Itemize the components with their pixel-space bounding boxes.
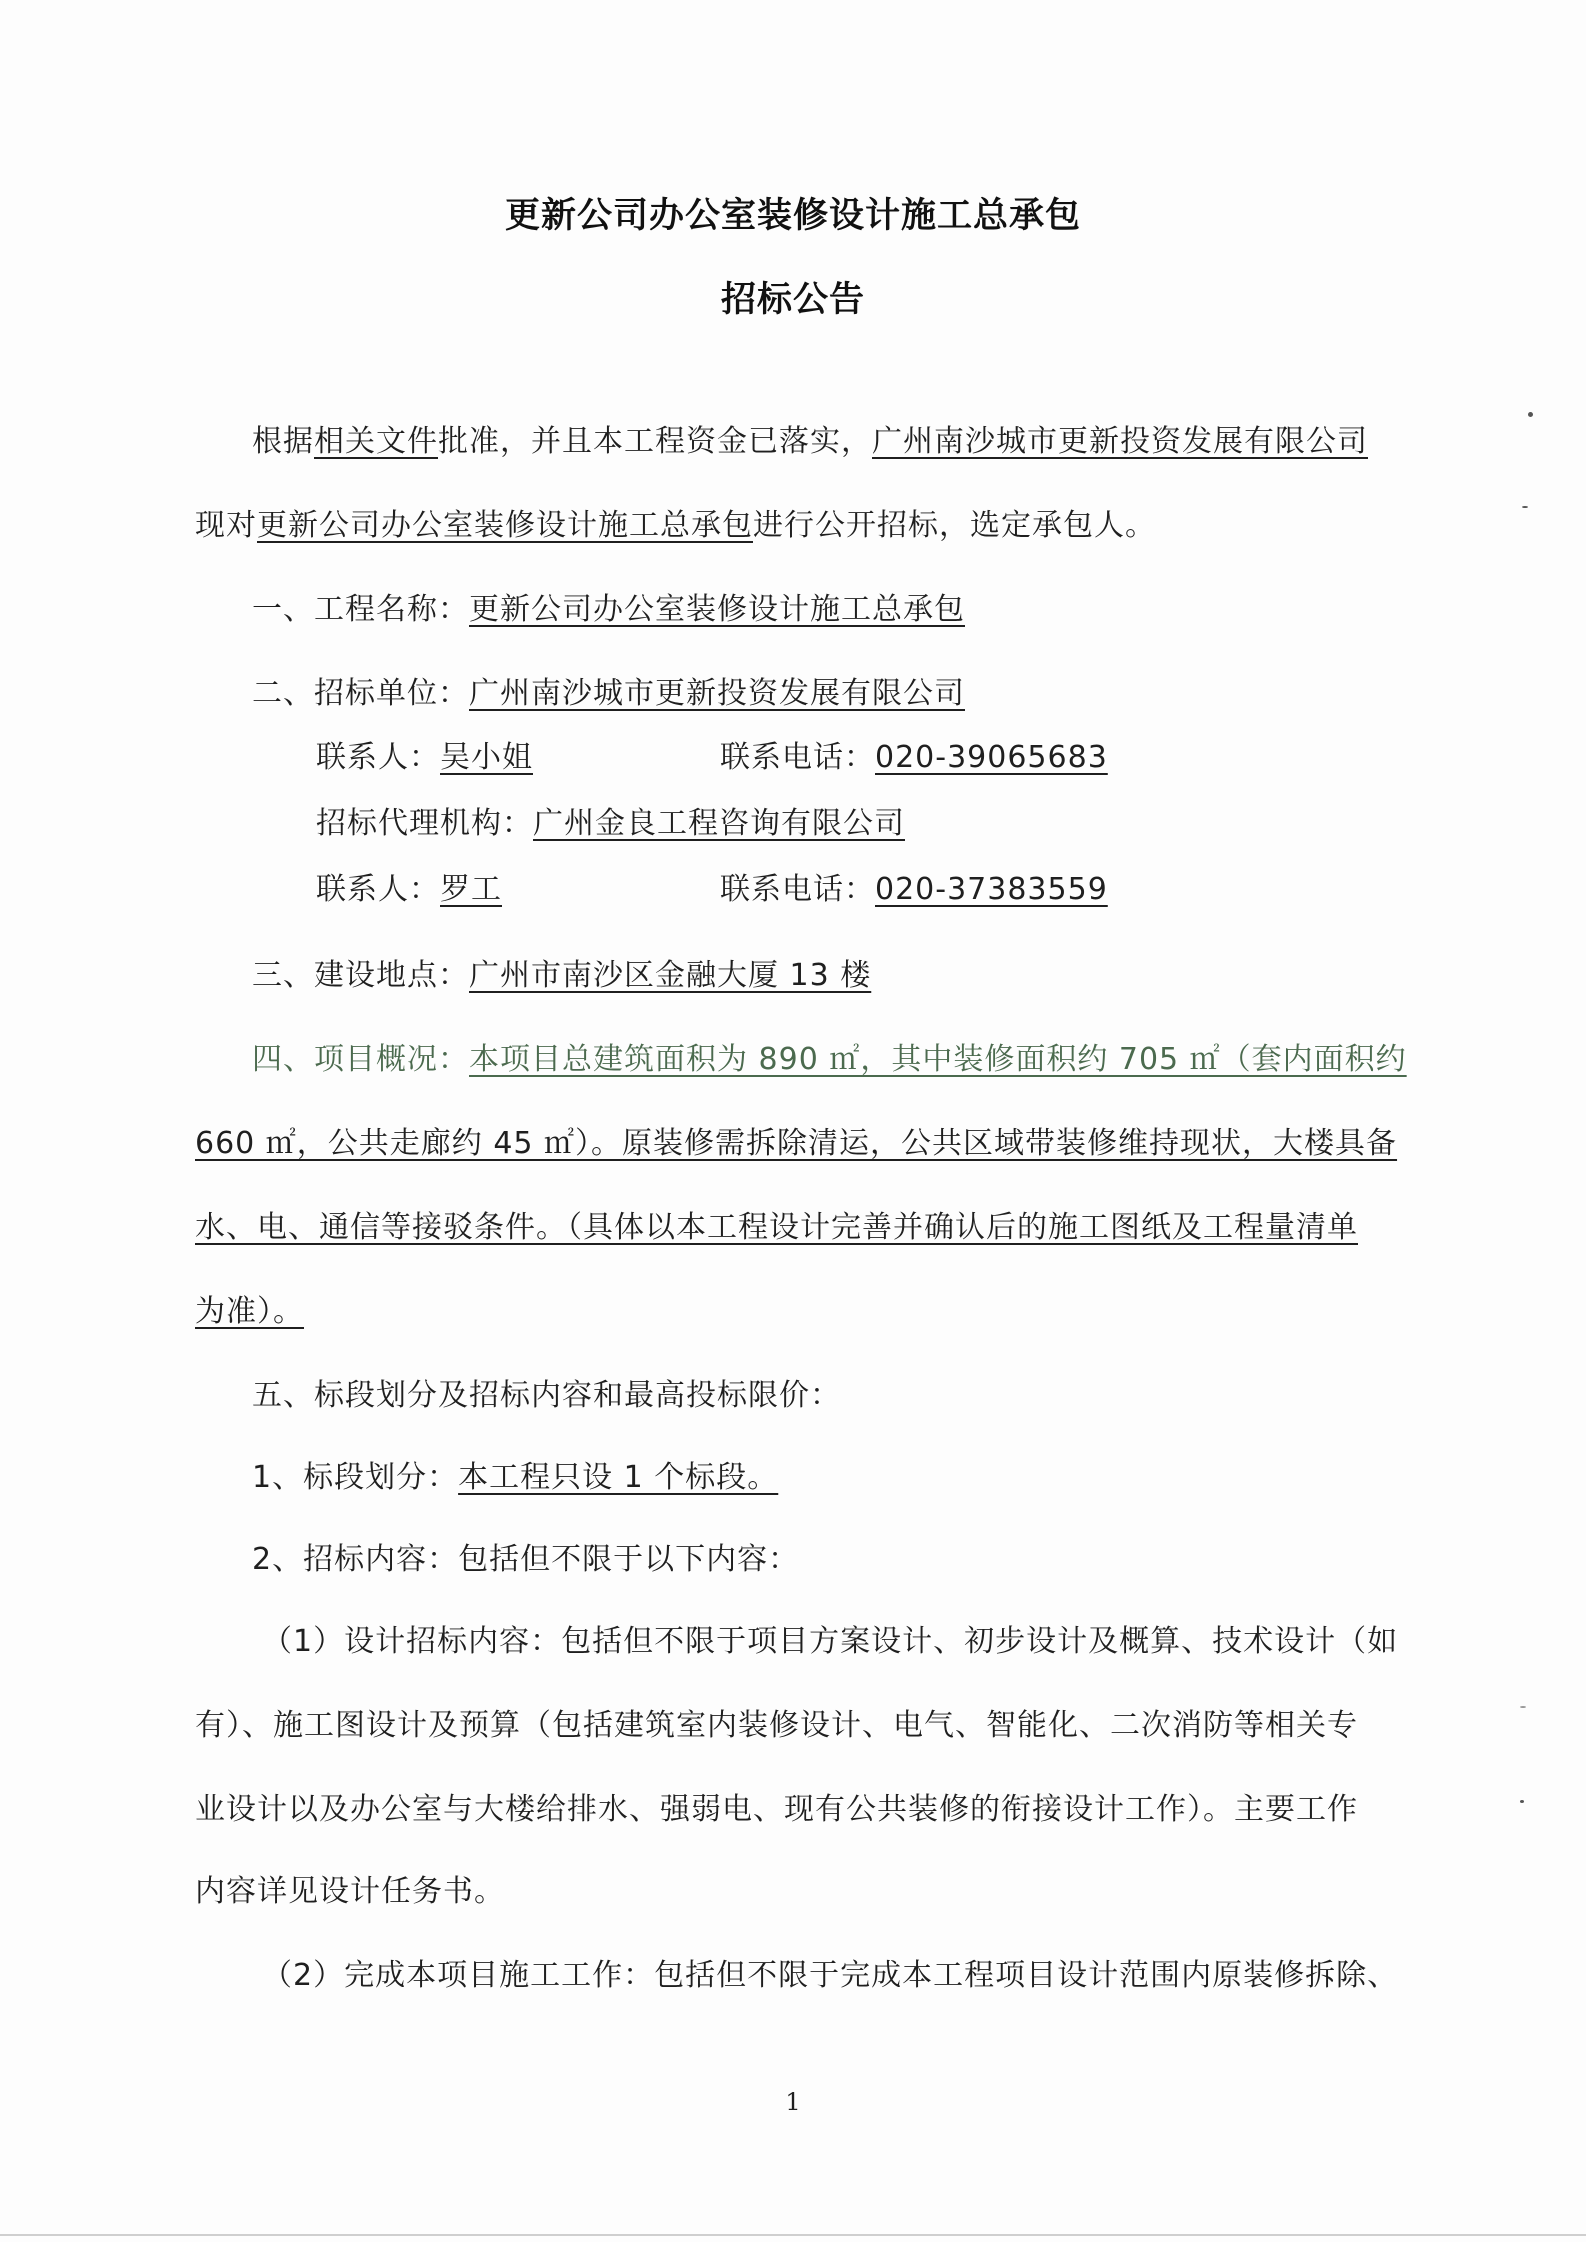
design-content-line-2	[195, 1706, 1358, 1746]
section-overview-line-4	[195, 1292, 304, 1332]
section-overview-line-1	[252, 1040, 1407, 1080]
section-label: 一、工程名称：	[252, 592, 469, 627]
scan-speck	[1520, 1706, 1526, 1708]
intro-text: 批准，并且本工程资金已落实，	[438, 424, 872, 459]
overview-text: 水、电、通信等接驳条件。（具体以本工程设计完善并确认后的施工图纸及工程量清单	[195, 1210, 1358, 1245]
design-content-line-4	[195, 1872, 505, 1912]
phone-number: 020-37383559	[875, 872, 1108, 907]
approval-documents: 相关文件	[314, 424, 438, 459]
design-content-text: 业设计以及办公室与大楼给排水、强弱电、现有公共装修的衔接设计工作）。主要工作	[195, 1792, 1358, 1827]
agent-name: 广州金良工程咨询有限公司	[533, 806, 905, 841]
overview-text: 为准）。	[195, 1294, 304, 1329]
section-label: 二、招标单位：	[252, 676, 469, 711]
section-label: 四、项目概况：	[252, 1042, 469, 1077]
page-number: 1	[785, 2088, 801, 2116]
section-overview-line-3	[195, 1208, 1358, 1248]
tender-unit: 广州南沙城市更新投资发展有限公司	[469, 676, 965, 711]
tendering-company: 广州南沙城市更新投资发展有限公司	[872, 424, 1368, 459]
construction-content-text: （2）完成本项目施工工作：包括但不限于完成本工程项目设计范围内原装修拆除、	[262, 1958, 1399, 1993]
contact-row-1	[316, 738, 533, 778]
overview-text: 本项目总建筑面积为 890 ㎡，其中装修面积约 705 ㎡（套内面积约	[469, 1042, 1407, 1077]
scan-speck	[1528, 412, 1533, 417]
phone-row-2	[720, 870, 1108, 910]
document-subtitle: 招标公告	[720, 280, 865, 320]
lot-division	[252, 1458, 778, 1498]
section-location	[252, 956, 871, 996]
design-content-line-1	[262, 1622, 1398, 1662]
contact-name: 罗工	[440, 872, 502, 907]
lot-division-value: 本工程只设 1 个标段。	[458, 1460, 779, 1495]
section-label: 三、建设地点：	[252, 958, 469, 993]
design-content-text: 内容详见设计任务书。	[195, 1874, 505, 1909]
contact-label: 联系人：	[316, 740, 440, 775]
phone-label: 联系电话：	[720, 740, 875, 775]
construction-content-line-1	[262, 1956, 1398, 1996]
phone-row-1	[720, 738, 1108, 778]
design-content-text: 有）、施工图设计及预算（包括建筑室内装修设计、电气、智能化、二次消防等相关专	[195, 1708, 1358, 1743]
section-lots-heading	[252, 1376, 841, 1416]
section-tender-unit	[252, 674, 965, 714]
contact-row-2	[316, 870, 502, 910]
section-heading: 五、标段划分及招标内容和最高投标限价：	[252, 1378, 841, 1413]
intro-text: 进行公开招标，选定承包人。	[753, 508, 1156, 543]
scan-edge-line	[0, 2234, 1586, 2236]
intro-line-1	[252, 422, 1368, 462]
design-content-text: （1）设计招标内容：包括但不限于项目方案设计、初步设计及概算、技术设计（如	[262, 1624, 1399, 1659]
scan-speck	[1520, 1800, 1524, 1803]
intro-text: 现对	[195, 508, 257, 543]
agent-label: 招标代理机构：	[316, 806, 533, 841]
document-title: 更新公司办公室装修设计施工总承包	[504, 196, 1081, 236]
project-name-inline: 更新公司办公室装修设计施工总承包	[257, 508, 753, 543]
design-content-line-3	[195, 1790, 1358, 1830]
project-name: 更新公司办公室装修设计施工总承包	[469, 592, 965, 627]
overview-text: 660 ㎡，公共走廊约 45 ㎡）。原装修需拆除清运，公共区域带装修维持现状，大楼具备	[195, 1126, 1398, 1161]
tender-content-heading	[252, 1540, 799, 1580]
contact-name: 吴小姐	[440, 740, 533, 775]
scan-speck	[1522, 506, 1528, 508]
construction-location: 广州市南沙区金融大厦 13 楼	[469, 958, 872, 993]
subsection-label: 2、招标内容：包括但不限于以下内容：	[252, 1542, 800, 1577]
phone-number: 020-39065683	[875, 740, 1108, 775]
intro-text: 根据	[252, 424, 314, 459]
intro-line-2	[195, 506, 1156, 546]
agent-row	[316, 804, 905, 844]
phone-label: 联系电话：	[720, 872, 875, 907]
section-project-name	[252, 590, 965, 630]
contact-label: 联系人：	[316, 872, 440, 907]
subsection-label: 1、标段划分：	[252, 1460, 459, 1495]
section-overview-line-2	[195, 1124, 1397, 1164]
